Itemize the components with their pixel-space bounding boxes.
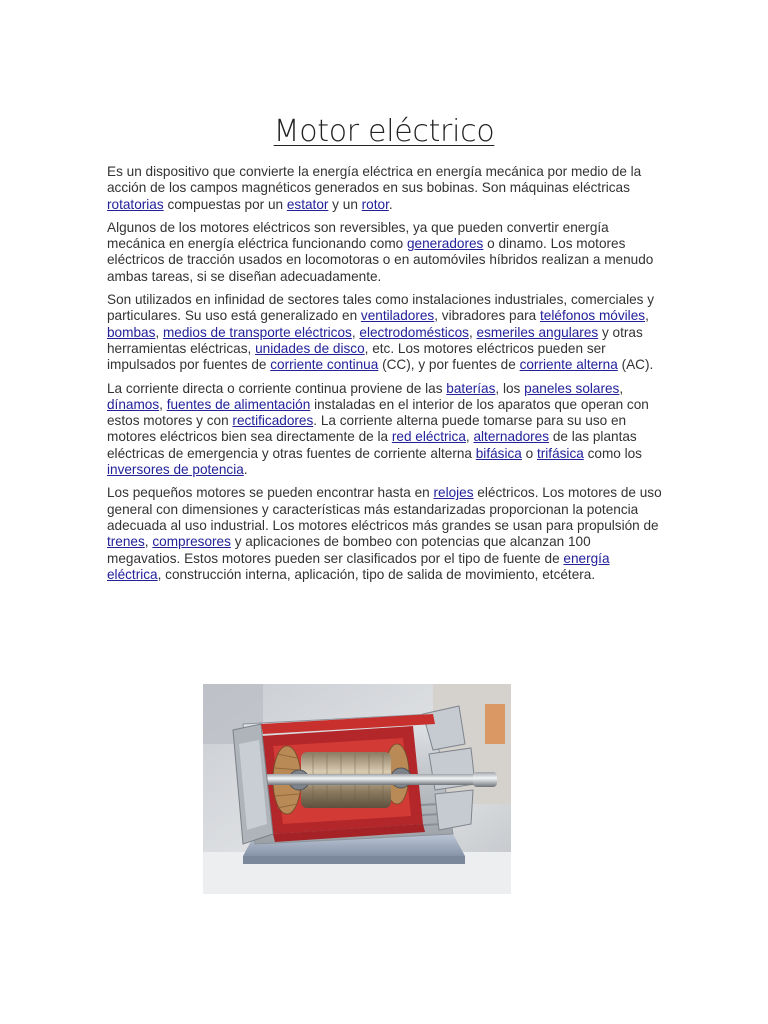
paragraph-text: Es un dispositivo que convierte la energía eléctrica en energía mecánica por medio de la acción de los campos magnéticos generados en sus bobinas. Son máquinas eléctricas xyxy=(107,164,642,196)
inline-link[interactable]: generadores xyxy=(407,236,484,252)
paragraph-text: eléctricos. Los motores de uso general con dimensiones y características más estandarizadas proporcionan la potencia adecuada al uso industrial. Los motores eléctricos más grandes se usan para propulsión de xyxy=(107,485,662,533)
electric-motor-photo xyxy=(203,684,511,894)
article-body xyxy=(107,164,663,590)
inline-link[interactable]: estator xyxy=(286,196,329,212)
inline-link[interactable]: rotor xyxy=(361,196,389,212)
inline-link[interactable]: electrodomésticos xyxy=(359,324,469,340)
inline-link[interactable]: energía eléctrica xyxy=(107,550,610,582)
paragraph-text: (CC), y por fuentes de xyxy=(378,357,520,373)
paragraph-text: , xyxy=(465,429,474,445)
inline-link[interactable]: fuentes de alimentación xyxy=(166,396,311,412)
electric-motor-cutaway-illustration xyxy=(203,684,511,894)
paragraph-2 xyxy=(107,220,663,285)
paragraph-text: , etc. Los motores eléctricos pueden ser impulsados por fuentes de xyxy=(107,340,606,373)
paragraph-text: , xyxy=(144,534,153,550)
paragraph-text: , xyxy=(645,308,649,324)
paragraph-3 xyxy=(107,292,663,373)
paragraph-text: instaladas en el interior de los aparatos que operan con estos motores y con xyxy=(107,396,649,429)
inline-link[interactable]: inversores de potencia xyxy=(107,462,244,478)
inline-link[interactable]: trifásica xyxy=(536,445,584,461)
inline-link[interactable]: rectificadores xyxy=(232,413,314,429)
paragraph-text: como los xyxy=(583,445,642,461)
inline-link[interactable]: ventiladores xyxy=(360,308,435,324)
paragraph-4 xyxy=(107,381,663,479)
paragraph-text: . xyxy=(388,196,393,212)
paragraph-text: , xyxy=(155,324,163,340)
inline-link[interactable]: esmeriles angulares xyxy=(476,324,599,340)
paragraph-text: , xyxy=(468,324,477,340)
paragraph-text: de las plantas eléctricas de emergencia y otras fuentes de corriente alterna xyxy=(107,429,637,461)
paragraph-text: y un xyxy=(328,196,362,212)
paragraph-text: , los xyxy=(495,380,525,396)
page-title xyxy=(0,112,768,152)
paragraph-text: , xyxy=(159,396,167,412)
inline-link[interactable]: red eléctrica xyxy=(391,429,466,445)
paragraph-text: (AC). xyxy=(617,357,654,373)
paragraph-text: compuestas por un xyxy=(163,196,287,212)
paragraph-text: Son utilizados en infinidad de sectores tales como instalaciones industriales, comerciales y particulares. Su uso está generalizado en xyxy=(107,292,655,324)
paragraph-text: , construcción interna, aplicación, tipo de salida de movimiento, etcétera. xyxy=(157,566,596,582)
inline-link[interactable]: medios de transporte eléctricos xyxy=(162,324,352,340)
inline-link[interactable]: paneles solares xyxy=(524,380,620,396)
paragraph-text: Los pequeños motores se pueden encontrar hasta en xyxy=(107,485,434,501)
page-title-text: Motor eléctrico xyxy=(273,114,495,150)
inline-link[interactable]: relojes xyxy=(433,485,474,501)
paragraph-text: o dinamo. Los motores eléctricos de tracción usados en locomotoras o en automóviles híbridos realizan a menudo ambas tareas, si se diseñan adecuadamente. xyxy=(107,236,654,284)
paragraph-text: Algunos de los motores eléctricos son reversibles, ya que pueden convertir energía mecánica en energía eléctrica funcionando como xyxy=(107,219,609,252)
paragraph-text: y otras herramientas eléctricas, xyxy=(107,324,643,356)
paragraph-text: La corriente directa o corriente continua proviene de las xyxy=(107,380,447,396)
paragraph-text: , xyxy=(619,380,624,396)
inline-link[interactable]: bifásica xyxy=(475,445,522,461)
inline-link[interactable]: rotatorias xyxy=(107,196,164,212)
paragraph-text: , xyxy=(351,324,360,340)
inline-link[interactable]: corriente continua xyxy=(270,357,379,373)
inline-link[interactable]: alternadores xyxy=(473,429,550,445)
inline-link[interactable]: baterías xyxy=(446,380,496,396)
paragraph-text: . La corriente alterna puede tomarse para su uso en motores eléctricos bien sea directamente de la xyxy=(107,413,627,445)
inline-link[interactable]: corriente alterna xyxy=(519,357,618,373)
paragraph-text: . xyxy=(243,462,248,478)
inline-link[interactable]: unidades de disco xyxy=(255,340,365,356)
inline-link[interactable]: bombas xyxy=(107,324,156,340)
paragraph-5 xyxy=(107,485,663,583)
paragraph-1 xyxy=(107,164,663,213)
inline-link[interactable]: trenes xyxy=(107,534,145,550)
inline-link[interactable]: dínamos xyxy=(107,396,160,412)
paragraph-text: , vibradores para xyxy=(434,308,541,324)
paragraph-text: o xyxy=(521,445,537,461)
paragraph-text: y aplicaciones de bombeo con potencias que alcanzan 100 megavatios. Estos motores pueden ser clasificados por el tipo de fuente de xyxy=(107,534,591,566)
inline-link[interactable]: compresores xyxy=(152,534,231,550)
inline-link[interactable]: teléfonos móviles xyxy=(540,308,646,324)
